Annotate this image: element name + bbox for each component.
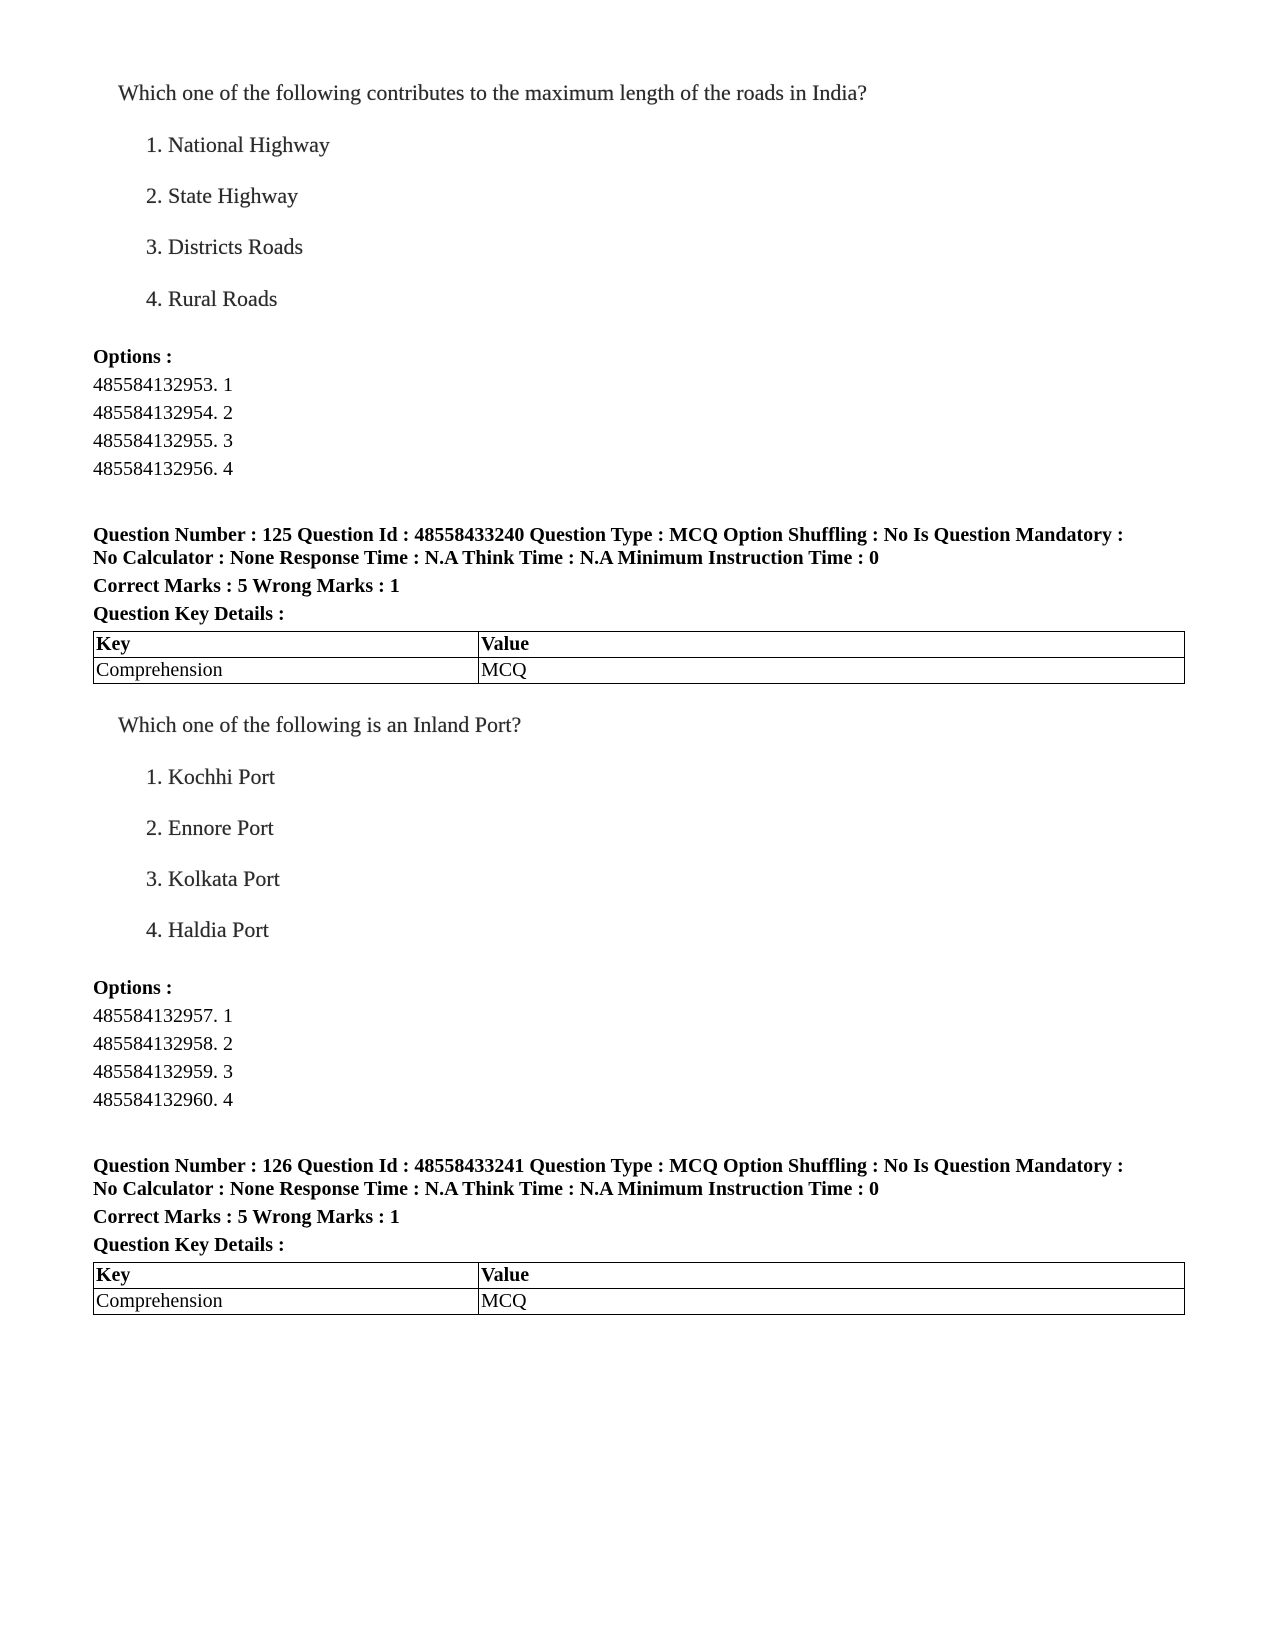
option-line: 485584132960. 4: [93, 1089, 233, 1111]
table-header-key: Key: [94, 1263, 479, 1289]
table-cell-value: MCQ: [479, 658, 1185, 684]
key-details-heading: Question Key Details :: [93, 603, 285, 625]
options-heading: Options :: [93, 346, 173, 368]
table-header-row: [94, 632, 1185, 658]
table-cell-key: Comprehension: [94, 1289, 479, 1315]
table-cell-value: MCQ: [479, 1289, 1185, 1315]
question-meta-line: No Calculator : None Response Time : N.A Think Time : N.A Minimum Instruction Time : 0: [93, 547, 879, 569]
option-line: 485584132959. 3: [93, 1061, 233, 1083]
question-meta-line: Question Number : 125 Question Id : 48558433240 Question Type : MCQ Option Shuffling : No Is Question Mandatory :: [93, 524, 1124, 546]
option-line: 485584132957. 1: [93, 1005, 233, 1027]
question-choice: 1. National Highway: [146, 132, 330, 157]
question-choice: 4. Rural Roads: [146, 286, 278, 311]
table-cell-key: Comprehension: [94, 658, 479, 684]
option-line: 485584132958. 2: [93, 1033, 233, 1055]
question-text: Which one of the following contributes to the maximum length of the roads in India?: [118, 80, 868, 105]
table-header-key: Key: [94, 632, 479, 658]
table-header-value: Value: [479, 632, 1185, 658]
table-row: [94, 1289, 1185, 1315]
question-marks: Correct Marks : 5 Wrong Marks : 1: [93, 575, 400, 597]
question-meta-line: Question Number : 126 Question Id : 48558433241 Question Type : MCQ Option Shuffling : No Is Question Mandatory :: [93, 1155, 1124, 1177]
option-line: 485584132953. 1: [93, 374, 233, 396]
table-header-row: [94, 1263, 1185, 1289]
key-details-heading: Question Key Details :: [93, 1234, 285, 1256]
question-choice: 1. Kochhi Port: [146, 764, 275, 789]
key-details-table: [93, 631, 1185, 684]
options-heading: Options :: [93, 977, 173, 999]
question-choice: 2. State Highway: [146, 183, 299, 208]
question-text: Which one of the following is an Inland Port?: [118, 712, 522, 737]
question-choice: 3. Districts Roads: [146, 234, 304, 259]
table-row: [94, 658, 1185, 684]
table-header-value: Value: [479, 1263, 1185, 1289]
option-line: 485584132955. 3: [93, 430, 233, 452]
question-choice: 2. Ennore Port: [146, 815, 274, 840]
question-meta-line: No Calculator : None Response Time : N.A Think Time : N.A Minimum Instruction Time : 0: [93, 1178, 879, 1200]
option-line: 485584132954. 2: [93, 402, 233, 424]
question-choice: 3. Kolkata Port: [146, 866, 280, 891]
option-line: 485584132956. 4: [93, 458, 233, 480]
key-details-table: [93, 1262, 1185, 1315]
question-choice: 4. Haldia Port: [146, 917, 269, 942]
question-marks: Correct Marks : 5 Wrong Marks : 1: [93, 1206, 400, 1228]
